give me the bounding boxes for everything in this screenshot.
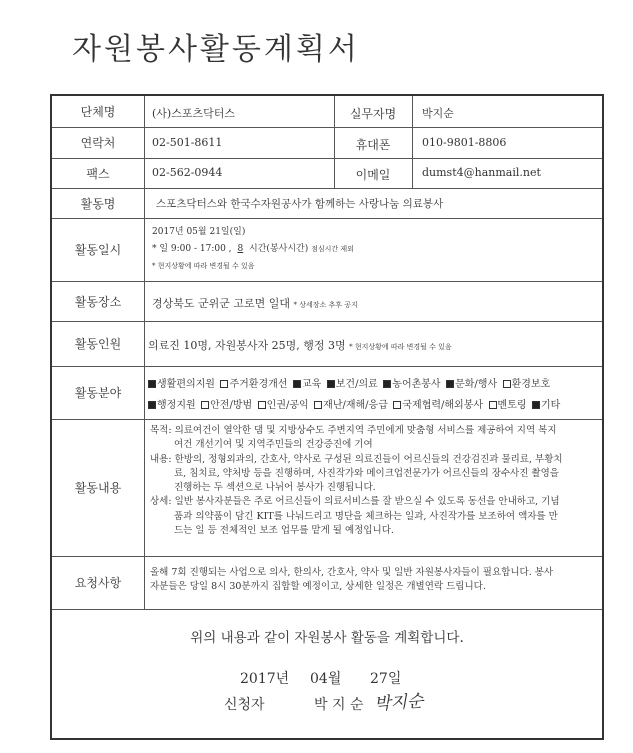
personnel-label: 활동인원 [74,337,122,351]
location-note: * 상세장소 추후 공지 [293,301,358,309]
field-checkbox [148,401,156,409]
schedule-date: 2017년 05월 21일(일) [152,227,246,237]
phone-value: 02-501-8611 [152,136,223,149]
content-line: 목적: 의료여건이 열악한 댐 및 지방상수도 주변지역 주민에게 맞춤형 서비스를 제공하여 지역 복지 [150,425,557,436]
content-line: 진행하는 두 섹션으로 나뉘어 봉사가 진행됩니다. [174,482,376,494]
field-checkbox [314,401,322,409]
location-label: 활동장소 [74,294,122,309]
field-checkbox [327,380,335,388]
sign-month: 04월 [310,671,342,687]
content-label: 활동내용 [74,481,122,495]
field-culture: 문화/행사 [446,379,497,390]
sign-year: 2017년 [240,671,290,687]
org-name-value: (사)스포츠닥터스 [152,107,235,120]
field-safety: 안전/방범 [201,400,252,411]
content-text [150,424,600,538]
fax-label: 팩스 [86,166,110,181]
content-line: 상세: 일반 봉사자분들은 주로 어르신들이 의료서비스를 잘 받으실 수 있도록 동선을 안내하고, 기념 [150,496,560,508]
applicant-signature: 박지순 [373,691,425,715]
field-international: 국제협력/해외봉사 [393,400,483,411]
field-rural: 농어촌봉사 [383,379,440,390]
request-line: 올해 7회 진행되는 사업으로 의사, 한의사, 간호사, 약사 및 일반 자원봉사자들이 필요합니다. 봉사 [150,567,554,578]
activity-name-label: 활동명 [80,196,116,211]
content-line: 내용: 한방의, 정형외과의, 간호사, 약사로 구성된 의료진들이 어르신들의 건강검진과 물리료, 부황치 [150,453,563,465]
closing-statement: 위의 내용과 같이 자원봉사 활동을 계획합니다. [190,630,464,646]
field-housing: 주거환경개선 [220,379,287,390]
request-label: 요청사항 [74,576,122,590]
mobile-value: 010-9801-8806 [422,136,507,149]
location-value [152,295,358,311]
field-admin: 행정지원 [148,400,196,411]
request-line: 자분들은 당일 8시 30분까지 집합할 예정이고, 상세한 일정은 개별연락 드립니다. [150,581,486,593]
phone-label: 연락처 [80,136,116,150]
field-health-medical: 보건/의료 [327,379,378,390]
content-line: 여건 개선기여 및 지역주민들의 건강증진에 기여 [174,439,373,451]
document-title: 자원봉사활동계획서 [72,32,360,67]
field-checkbox [148,380,156,388]
field-checkbox [201,401,209,409]
manager-value: 박지순 [422,107,454,120]
field-mentoring: 멘토링 [489,400,527,411]
location-text: 경상북도 군위군 고로면 일대 [152,297,291,310]
field-etc: 기타 [532,400,560,411]
schedule-time-note: 점심시간 제외 [311,245,354,253]
schedule-hours: 8 [237,244,244,254]
applicant-name: 박 지 순 [314,697,364,713]
field-checkbox [258,401,266,409]
manager-label: 실무자명 [349,107,397,121]
field-environment: 환경보호 [503,379,551,390]
schedule-time [152,241,354,254]
field-disaster: 재난/재해/응급 [314,400,388,411]
field-checkbox [446,380,454,388]
field-checkbox [489,401,497,409]
field-human-rights: 인권/공익 [258,400,309,411]
fields-row-1 [148,375,552,390]
activity-name-value: 스포츠닥터스와 한국수자원공사가 함께하는 사랑나눔 의료봉사 [156,198,444,210]
schedule-time-suffix: 시간(봉사시간) [249,244,309,254]
field-checkbox [503,380,511,388]
fields-row-2 [148,396,562,411]
field-checkbox [293,380,301,388]
field-living-support: 생활편의지원 [148,379,215,390]
email-label: 이메일 [355,168,391,182]
request-text [150,566,600,595]
schedule-time-prefix: * 일 9:00 - 17:00 , [152,244,232,254]
fields-label: 활동분야 [74,386,122,400]
org-name-label: 단체명 [80,105,116,119]
fax-value: 02-562-0944 [152,166,223,179]
content-line: 드는 일 등 전체적인 보조 업무를 맡게 될 예정입니다. [174,525,394,537]
field-checkbox [532,401,540,409]
field-checkbox [220,380,228,388]
personnel-note: * 현지상황에 따라 변경될 수 있음 [349,343,452,351]
content-line: 품과 의약품이 담긴 KIT를 나눠드리고 명단을 체크하는 일과, 사진작가를 보조하여 액자를 만 [174,510,558,522]
applicant-label: 신청자 [224,697,265,713]
field-checkbox [383,380,391,388]
personnel-text: 의료진 10명, 자원봉사자 25명, 행정 3명 [148,339,346,352]
mobile-label: 휴대폰 [355,138,391,152]
content-line: 료, 침치료, 약처방 등을 진행하며, 사진작가와 메이크업전문가가 어르신들의 장수사진 촬영을 [174,467,559,479]
email-value: dumst4@hanmail.net [422,166,541,179]
sign-day: 27일 [370,671,402,687]
personnel-value [148,337,452,353]
schedule-note: * 현지상황에 따라 변경될 수 있음 [152,262,255,270]
field-checkbox [393,401,401,409]
field-education: 교육 [293,379,321,390]
schedule-label: 활동일시 [74,243,122,257]
plan-form-table [50,94,604,740]
